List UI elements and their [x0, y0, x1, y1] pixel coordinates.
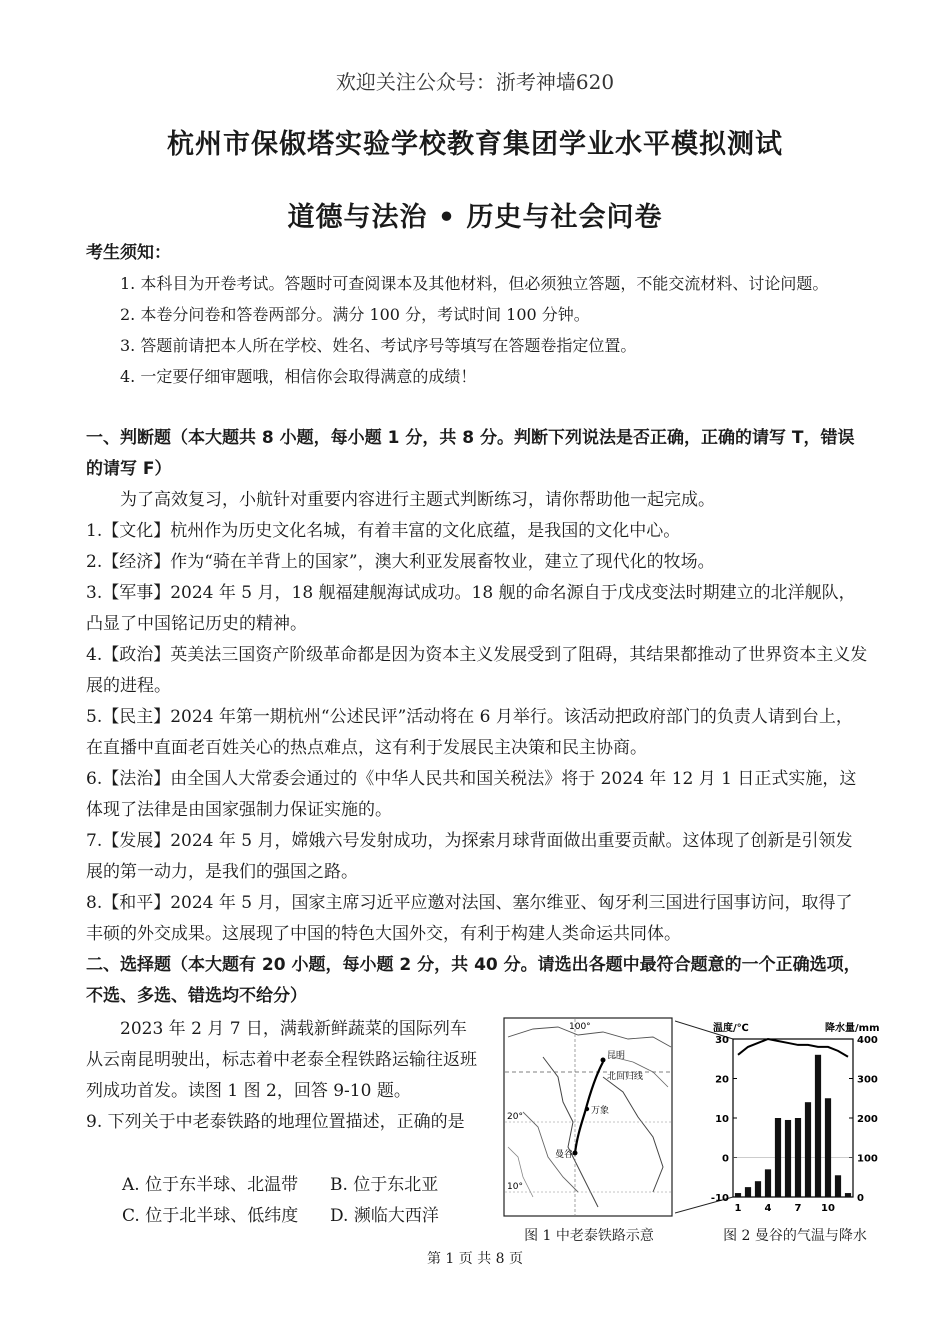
label-tropic: 北回归线 — [607, 1072, 644, 1082]
climate-plot-area — [711, 1035, 878, 1214]
notice-item: 4. 一定要仔细审题哦，相信你会取得满意的成绩！ — [120, 367, 477, 386]
vientiane-marker — [585, 1107, 589, 1111]
tf-item-6: 6.【法治】由全国人大常委会通过的《中华人民共和国关税法》将于 2024 年 12 月 1 日正式实施，这体现了法律是由国家强制力保证实施的。 — [86, 769, 857, 820]
section2-heading: 二、选择题（本大题有 20 小题，每小题 2 分，共 40 分。请选出各题中最符合题意的一个正确选项，不选、多选、错选均不给分） — [86, 955, 861, 1006]
precip-bar — [755, 1181, 761, 1197]
question-block — [86, 1014, 478, 1138]
precip-bar — [795, 1118, 801, 1197]
notice-list — [86, 268, 868, 392]
question-9-options — [122, 1170, 538, 1232]
promo-text: 欢迎关注公众号：浙考神墙620 — [335, 70, 615, 94]
precip-bar — [775, 1118, 781, 1197]
tf-item-3: 3.【军事】2024 年 5 月，18 舰福建舰海试成功。18 舰的命名源自于戊戌变法时期建立的北洋舰队，凸显了中国铭记历史的精神。 — [86, 583, 856, 634]
notice-item: 3. 答题前请把本人所在学校、姓名、考试序号等填写在答题卷指定位置。 — [120, 336, 637, 355]
y-tick-label: 10 — [715, 1114, 729, 1125]
x-tick-label: 1 — [734, 1203, 742, 1214]
label-kunming: 昆明 — [607, 1051, 626, 1061]
x-tick-label: 10 — [821, 1203, 835, 1214]
label-10: 10° — [507, 1182, 523, 1192]
section-multiple-choice — [86, 950, 868, 1012]
x-tick-label: 7 — [794, 1203, 802, 1214]
figure1-caption: 图 1 中老泰铁路示意 — [524, 1228, 654, 1244]
question-9: 9. 下列关于中老泰铁路的地理位置描述，正确的是 — [86, 1112, 465, 1132]
precip-bar — [845, 1193, 851, 1197]
option-d: D. 濒临大西洋 — [330, 1206, 439, 1226]
bangkok-marker — [573, 1151, 578, 1156]
section1-intro: 为了高效复习，小航针对重要内容进行主题式判断练习，请你帮助他一起完成。 — [120, 490, 715, 510]
exam-subtitle: 道德与法治 • 历史与社会问卷 — [287, 202, 663, 233]
kunming-marker — [601, 1058, 606, 1063]
precip-bar — [765, 1169, 771, 1197]
label-20: 20° — [507, 1112, 523, 1122]
precip-bar — [815, 1055, 821, 1197]
label-vientiane: 万象 — [591, 1106, 610, 1116]
precip-bar — [745, 1187, 751, 1197]
notice-heading: 考生须知： — [86, 243, 171, 263]
precip-bar — [825, 1098, 831, 1197]
precip-bar — [735, 1193, 741, 1197]
plot-frame — [733, 1039, 853, 1197]
tf-item-4: 4.【政治】英美法三国资产阶级革命都是因为资本主义发展受到了阻碍，其结果都推动了世界资本主义发展的进程。 — [86, 645, 868, 696]
label-100: 100° — [569, 1022, 591, 1032]
y-tick-label: 30 — [715, 1035, 729, 1046]
y-tick-label: 20 — [715, 1074, 729, 1086]
tf-item-7: 7.【发展】2024 年 5 月，嫦娥六号发射成功，为探索月球背面做出重要贡献。这体现了创新是引领发展的第一动力，是我们的强国之路。 — [86, 831, 853, 882]
option-a: A. 位于东半球、北温带 — [122, 1175, 299, 1195]
temperature-line — [738, 1039, 848, 1057]
precip-axis-label: 降水量/mm — [825, 1023, 880, 1034]
precip-bar — [805, 1102, 811, 1197]
tf-item-2: 2.【经济】作为“骑在羊背上的国家”，澳大利亚发展畜牧业，建立了现代化的牧场。 — [86, 552, 715, 572]
section1-heading: 一、判断题（本大题共 8 小题，每小题 1 分，共 8 分。判断下列说法是否正确，正确的请写 T，错误的请写 F） — [86, 428, 855, 479]
precip-bar — [785, 1120, 791, 1197]
y2-tick-label: 200 — [857, 1114, 878, 1125]
option-b: B. 位于东北亚 — [330, 1175, 439, 1195]
label-bangkok: 曼谷 — [555, 1150, 574, 1160]
y2-tick-label: 300 — [857, 1074, 878, 1086]
section-true-false — [86, 423, 868, 950]
precip-bar — [835, 1175, 841, 1197]
exam-title: 杭州市保俶塔实验学校教育集团学业水平模拟测试 — [167, 129, 783, 160]
tf-item-5: 5.【民主】2024 年第一期杭州“公述民评”活动将在 6 月举行。该活动把政府部门的负责人请到台上，在直播中直面老百姓关心的热点难点，这有利于发展民主决策和民主协商。 — [86, 707, 853, 758]
x-tick-label: 4 — [764, 1203, 772, 1214]
figure2-caption: 图 2 曼谷的气温与降水 — [723, 1228, 867, 1244]
temp-axis-label: 温度/℃ — [713, 1023, 749, 1034]
notice-item: 1. 本科目为开卷考试。答题时可查阅课本及其他材料，但必须独立答题，不能交流材料、讨论问题。 — [120, 274, 829, 293]
y-tick-label: 0 — [722, 1153, 729, 1165]
y2-tick-label: 100 — [857, 1153, 878, 1165]
tf-item-8: 8.【和平】2024 年 5 月，国家主席习近平应邀对法国、塞尔维亚、匈牙利三国进行国事访问，取得了丰硕的外交成果。这展现了中国的特色大国外交，有利于构建人类命运共同体。 — [86, 893, 853, 944]
option-c: C. 位于北半球、低纬度 — [122, 1206, 299, 1226]
y-tick-label: -10 — [710, 1193, 729, 1204]
railway-map — [503, 1017, 673, 1217]
y2-tick-label: 0 — [857, 1193, 864, 1204]
y2-tick-label: 400 — [857, 1035, 878, 1046]
tf-item-1: 1.【文化】杭州作为历史文化名城，有着丰富的文化底蕴，是我国的文化中心。 — [86, 521, 681, 541]
page-footer: 第 1 页 共 8 页 — [426, 1251, 524, 1267]
section2-intro: 2023 年 2 月 7 日，满载新鲜蔬菜的国际列车从云南昆明驶出，标志着中老泰全程铁路运输往返班列成功首发。读图 1 图 2，回答 9-10 题。 — [86, 1019, 477, 1101]
notice-item: 2. 本卷分问卷和答卷两部分。满分 100 分，考试时间 100 分钟。 — [120, 305, 590, 324]
climate-chart — [675, 1017, 887, 1217]
